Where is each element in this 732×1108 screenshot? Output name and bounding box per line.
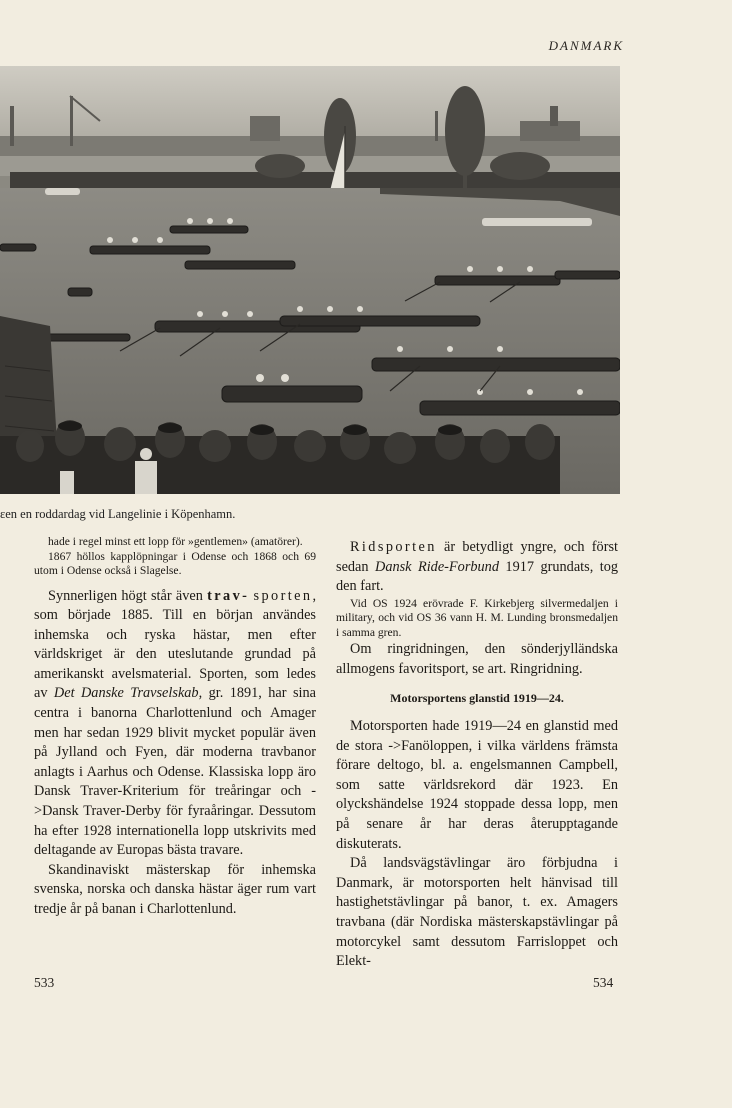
text-run: , som började 1885. Till en början användes inhemska och ryska hästar, men efter världskriget är den uteslutande grundad på amerikanskt avelsmaterial. Sporten, som ledes av xyxy=(34,587,317,702)
text-run: 1917 grundats, tog den fart. xyxy=(336,558,618,595)
organization-name: Det Danske Travselskab xyxy=(53,685,199,702)
harbor-regatta-illustration xyxy=(0,66,620,494)
text-run: är betydligt yngre, och först sedan xyxy=(336,539,618,575)
left-column xyxy=(34,535,316,920)
rowing-day-photo xyxy=(0,66,620,494)
paragraph: Motorsporten hade 1919—24 en glanstid med de stora ->Fanöloppen, i vilka världens främsta förare deltogo, bl. a. engelsmannen Campbell, som satte världsrekord där 1923. En olyckshändelse 1924 stoppade dessa lopp, men på senare år har deras återupptagande diskuterats. xyxy=(336,718,618,852)
paragraph: 1867 höllos kapplöpningar i Odense och 1868 och 69 utom i Odense också i Slagelse. xyxy=(34,549,316,577)
term-ridsporten: Ridsporten xyxy=(350,539,437,555)
section-heading: Motorsportens glanstid 1919—24. xyxy=(390,691,564,706)
trotting-paragraph xyxy=(34,587,316,861)
text-run: Synnerligen högt står även xyxy=(48,587,208,604)
paragraph: Vid OS 1924 erövrade F. Kirkebjerg silvermedaljen i military, och vid OS 36 vann H. M. Lunding bronsmedaljen i samma gren. xyxy=(336,596,618,639)
riding-paragraph xyxy=(336,538,618,597)
term-trav: trav- xyxy=(207,587,250,604)
term-sporten: sporten xyxy=(253,587,313,604)
paragraph: Då landsvägstävlingar äro förbjudna i Danmark, är motorsporten helt hänvisad till hastighetstävlingar på banor, t. ex. Amagers travbana (där Nordiska mästerskapstävlingar på motorcykel samt dessutom Farrisloppet och Elekt- xyxy=(336,855,618,970)
page-number-left: 533 xyxy=(34,975,55,990)
text-run: , gr. 1891, har sina centra i banorna Charlottenlund och Amager men har sedan 1929 blivit mycket populär även på Jylland och Fyen, där moderna travbanor anlagts i Aarhus och Odense. Klassiska lopp äro Dansk Traver-Kriterium för treåringar och ->Dansk Traver-Derby för fyraåringar. Dessutom ha efter 1928 internationella lopp utskrivits med deltagande av Europas bästa travare. xyxy=(34,685,316,859)
organization-name: Dansk Ride-Forbund xyxy=(375,558,499,575)
right-column xyxy=(336,538,618,972)
running-header: DANMARK xyxy=(548,38,624,53)
paragraph: hade i regel minst ett lopp för »gentlemen» (amatörer). xyxy=(48,535,303,548)
photo-caption: ɛen en roddardag vid Langelinie i Köpenhamn. xyxy=(0,507,236,521)
page-number-right: 534 xyxy=(593,975,614,990)
paragraph: Om ringridningen, den sönderjylländska allmogens favoritsport, se art. Ringridning. xyxy=(336,641,618,677)
paragraph: Skandinaviskt mästerskap för inhemska svenska, norska och danska hästar äger rum vart tredje år på banan i Charlottenlund. xyxy=(34,861,316,917)
